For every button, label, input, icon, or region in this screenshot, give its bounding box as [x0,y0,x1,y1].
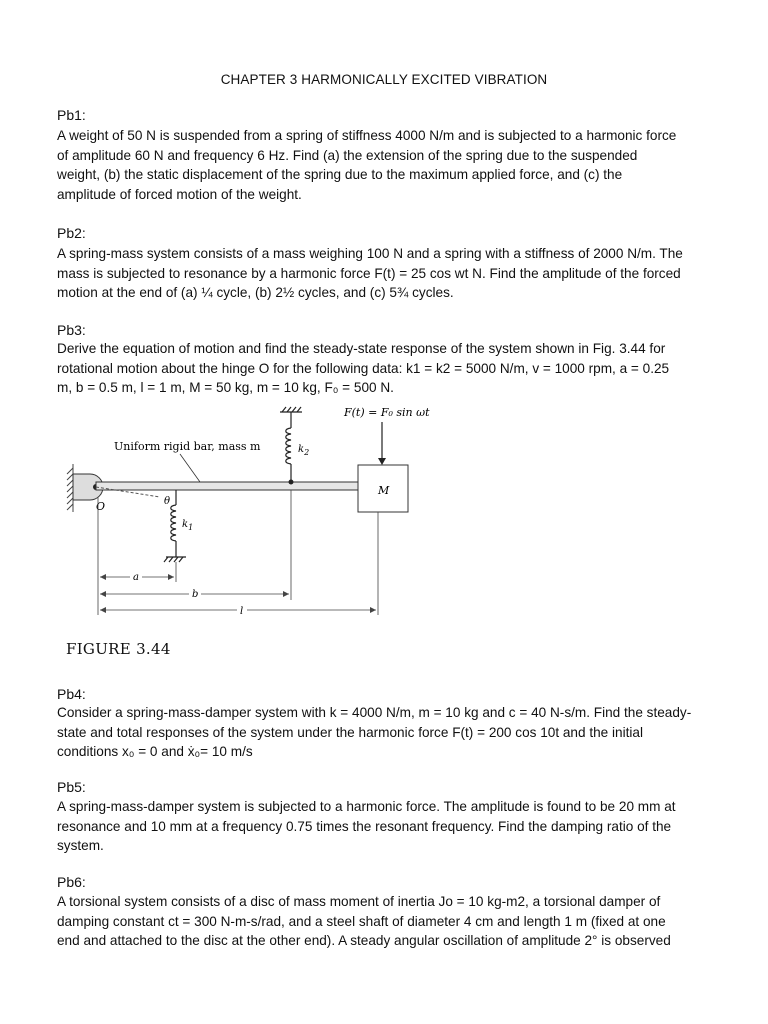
problem-4-heading: Pb4: [57,686,86,702]
text-line: amplitude of forced motion of the weight. [57,186,302,202]
hinge-label: O [96,500,106,513]
dimension-guides [98,490,378,615]
problem-6-text [57,892,717,951]
figure-3-44 [60,402,460,632]
force-arrowhead [378,458,386,465]
dimension-l [100,603,376,617]
force-label: F(t) = F₀ sin ωt [344,406,430,419]
text-line: Derive the equation of motion and find the steady-state response of the system shown in Fig. 3.44 for [57,341,666,356]
problem-5-text [57,797,717,856]
problem-3-text [57,339,717,398]
text-line: Consider a spring-mass-damper system with k = 4000 N/m, m = 10 kg and c = 40 N-s/m. Find the steady- [57,705,692,720]
text-line: mass is subjected to resonance by a harmonic force F(t) = 25 cos wt N. Find the amplitude of the forced [57,265,681,281]
dimension-b-label: b [192,589,199,600]
problem-1-text [57,126,717,204]
text-line: damping constant ct = 300 N-m-s/rad, and a steel shaft of diameter 4 cm and length 1 m (fixed at one [57,913,666,929]
text-line: A spring-mass-damper system is subjected to a harmonic force. The amplitude is found to be 20 mm at [57,799,676,814]
text-line: motion at the end of (a) ¼ cycle, (b) 2½ cycles, and (c) 5¾ cycles. [57,285,454,300]
text-line: rotational motion about the hinge O for the following data: k1 = k2 = 5000 N/m, v = 1000 rpm, a = 0.25 [57,360,670,376]
text-line: resonance and 10 mm at a frequency 0.75 times the resonant frequency. Find the damping ratio of the [57,818,672,834]
bar-label: Uniform rigid bar, mass m [114,440,261,453]
theta-label: θ [164,496,171,507]
bar-label-leader [180,454,200,482]
dimension-b [100,587,289,600]
k2-label: $k_2$ [298,444,310,457]
mass-label: M [378,484,390,497]
text-line: conditions x₀ = 0 and ẋ₀= 10 m/s [57,744,253,759]
text-line: m, b = 0.5 m, l = 1 m, M = 50 kg, m = 10 kg, F₀ = 500 N. [57,380,394,395]
dimension-a-label: a [133,572,139,583]
text-line: state and total responses of the system under the harmonic force F(t) = 200 cos 10t and the initial [57,724,643,740]
hinge-wall [67,464,73,512]
problem-2-text [57,244,717,303]
rigid-bar [96,482,358,490]
text-line: A weight of 50 N is suspended from a spring of stiffness 4000 N/m and is subjected to a harmonic force [57,128,677,143]
problem-6-heading: Pb6: [57,874,86,890]
text-line: weight, (b) the static displacement of the spring due to the maximum applied force, and (c) the [57,167,623,182]
text-line: system. [57,838,104,853]
problem-2-heading: Pb2: [57,225,86,241]
text-line: end and attached to the disc at the other end). A steady angular oscillation of amplitude 2° is observed [57,933,671,948]
page-title: CHAPTER 3 HARMONICALLY EXCITED VIBRATION [220,72,548,87]
text-line: A torsional system consists of a disc of mass moment of inertia Jo = 10 kg-m2, a torsional damper of [57,894,661,909]
dimension-l-label: l [240,606,244,617]
problem-5-heading: Pb5: [57,779,86,795]
figure-caption: FIGURE 3.44 [66,640,171,658]
text-line: A spring-mass system consists of a mass weighing 100 N and a spring with a stiffness of 2000 N/m. The [57,246,683,261]
problem-3-heading: Pb3: [57,322,86,338]
k2-attach-point [289,480,294,485]
problem-4-text [57,703,717,762]
text-line: of amplitude 60 N and frequency 6 Hz. Find (a) the extension of the spring due to the suspended [57,147,638,163]
k1-label: $k_1$ [182,519,194,532]
dimension-a [100,570,174,583]
problem-1-heading: Pb1: [57,107,86,123]
